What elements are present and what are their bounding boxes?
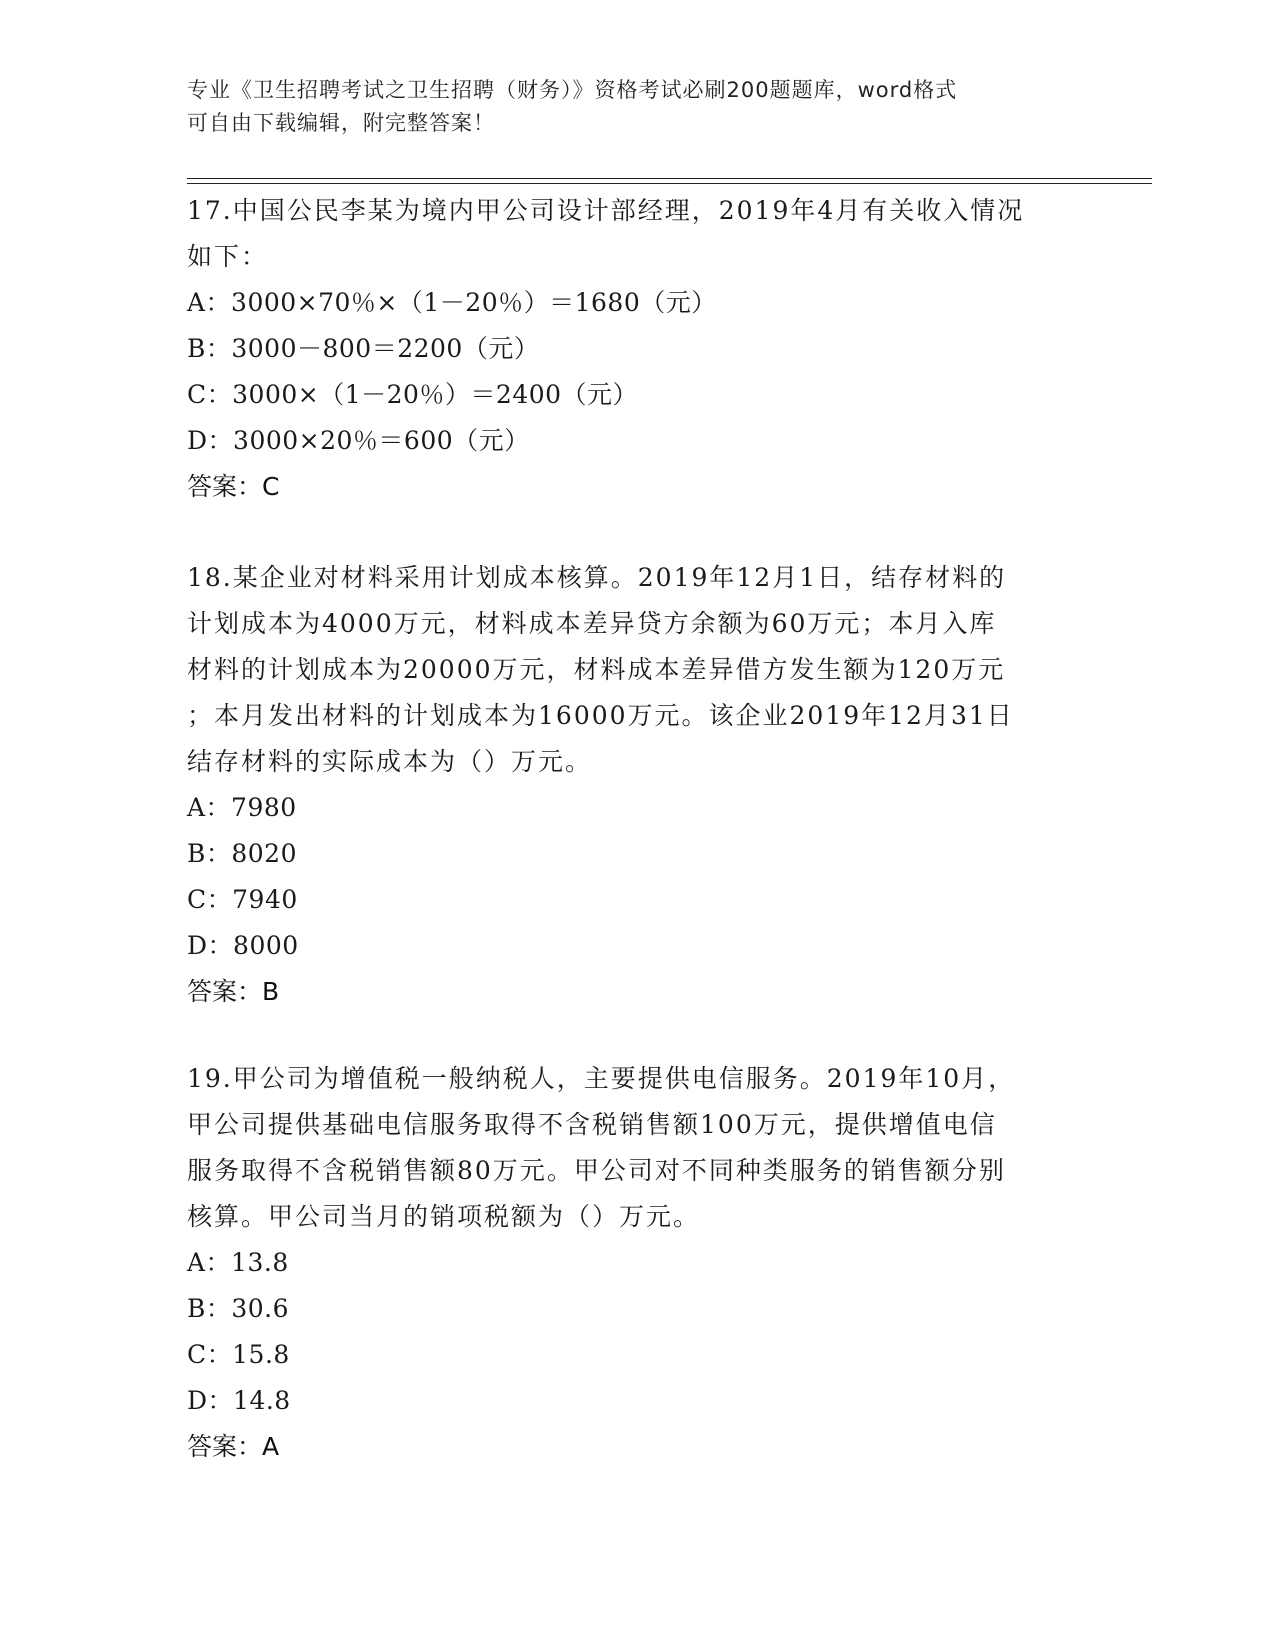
document-header bbox=[187, 74, 1067, 140]
question-17 bbox=[187, 188, 1077, 510]
question-stem-line: 材料的计划成本为20000万元，材料成本差异借方发生额为120万元 bbox=[187, 655, 1006, 684]
option-a: A：13.8 bbox=[187, 1248, 289, 1277]
header-line-2: 可自由下载编辑，附完整答案！ bbox=[187, 111, 495, 135]
header-divider-top bbox=[187, 178, 1152, 179]
option-d: D：3000×20％＝600（元） bbox=[187, 426, 530, 455]
question-18 bbox=[187, 555, 1077, 1015]
question-stem-line: ；本月发出材料的计划成本为16000万元。该企业2019年12月31日 bbox=[187, 701, 1014, 730]
option-a: A：3000×70％×（1－20％）＝1680（元） bbox=[187, 288, 717, 317]
header-line-1: 专业《卫生招聘考试之卫生招聘（财务）》资格考试必刷200题题库，word格式 bbox=[187, 78, 958, 102]
question-stem-line: 计划成本为4000万元，材料成本差异贷方余额为60万元；本月入库 bbox=[187, 609, 997, 638]
option-b: B：8020 bbox=[187, 839, 297, 868]
answer-line: 答案：A bbox=[187, 1432, 280, 1461]
option-b: B：30.6 bbox=[187, 1294, 290, 1323]
question-stem-line: 17.中国公民李某为境内甲公司设计部经理，2019年4月有关收入情况 bbox=[187, 196, 1025, 225]
option-d: D：14.8 bbox=[187, 1386, 291, 1415]
question-stem-line: 18.某企业对材料采用计划成本核算。2019年12月1日，结存材料的 bbox=[187, 563, 1007, 592]
question-stem-line: 结存材料的实际成本为（）万元。 bbox=[187, 747, 593, 776]
header-divider-bottom bbox=[187, 183, 1152, 184]
option-c: C：15.8 bbox=[187, 1340, 290, 1369]
question-stem-line: 服务取得不含税销售额80万元。甲公司对不同种类服务的销售额分别 bbox=[187, 1156, 1006, 1185]
answer-line: 答案：C bbox=[187, 472, 280, 501]
question-stem-line: 甲公司提供基础电信服务取得不含税销售额100万元，提供增值电信 bbox=[187, 1110, 997, 1139]
option-c: C：3000×（1－20％）＝2400（元） bbox=[187, 380, 639, 409]
option-d: D：8000 bbox=[187, 931, 299, 960]
option-b: B：3000－800＝2200（元） bbox=[187, 334, 540, 363]
question-stem-line: 19.甲公司为增值税一般纳税人，主要提供电信服务。2019年10月， bbox=[187, 1064, 1016, 1093]
option-a: A：7980 bbox=[187, 793, 297, 822]
question-stem-line: 如下： bbox=[187, 242, 269, 271]
question-stem-line: 核算。甲公司当月的销项税额为（）万元。 bbox=[187, 1202, 701, 1231]
question-19 bbox=[187, 1056, 1077, 1470]
answer-line: 答案：B bbox=[187, 977, 280, 1006]
option-c: C：7940 bbox=[187, 885, 298, 914]
